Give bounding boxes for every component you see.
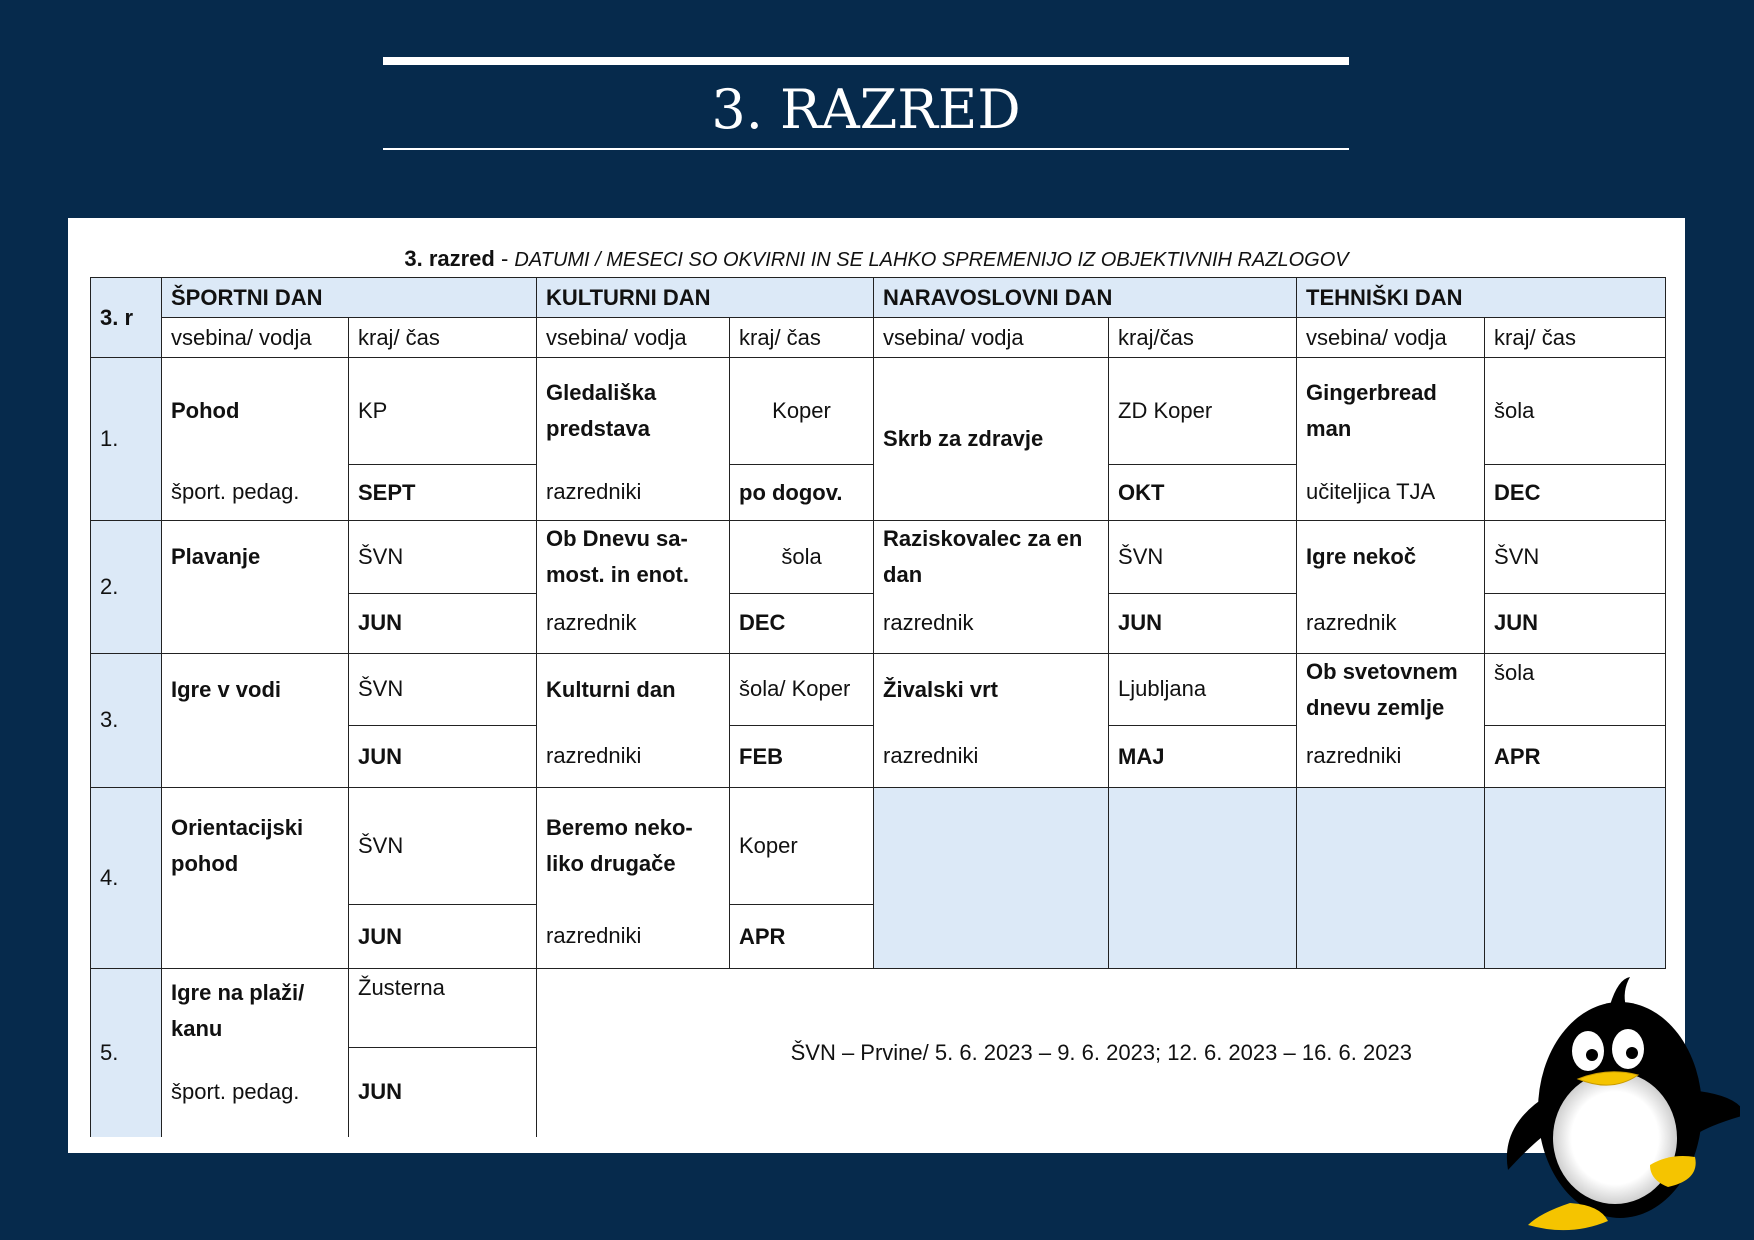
penguin-icon (1500, 975, 1740, 1235)
culture-topic: Kulturni dan (537, 653, 730, 726)
culture-leader: razrednik (537, 593, 730, 653)
science-place: ŠVN (1109, 521, 1297, 594)
header-science-day: NARAVOSLOVNI DAN (874, 278, 1297, 318)
culture-month: FEB (730, 726, 874, 788)
schedule-table (90, 277, 1666, 1137)
header-tech-day: TEHNIŠKI DAN (1297, 278, 1666, 318)
slide-title: 3. RAZRED (711, 78, 1021, 141)
subheader-content: vsebina/ vodja (1297, 318, 1485, 358)
science-month: OKT (1109, 465, 1297, 521)
sport-place: KP (349, 358, 537, 465)
subheader-content: vsebina/ vodja (537, 318, 730, 358)
culture-leader: razredniki (537, 726, 730, 788)
sport-month: JUN (349, 1047, 537, 1137)
tech-place: ŠVN (1485, 521, 1666, 594)
title-rule-top (383, 57, 1349, 65)
sport-month: JUN (349, 905, 537, 969)
tech-leader: razredniki (1297, 726, 1485, 788)
tech-topic: Ob svetovnem dnevu zemlje (1297, 653, 1485, 726)
caption-note: DATUMI / MESECI SO OKVIRNI IN SE LAHKO SPREMENIJO IZ OBJEKTIVNIH RAZLOGOV (514, 249, 1349, 271)
title-rule-bottom (383, 148, 1349, 150)
science-place: ZD Koper (1109, 358, 1297, 465)
table-caption (68, 246, 1685, 272)
sport-topic: Pohod (162, 358, 349, 465)
sport-place: ŠVN (349, 521, 537, 594)
science-leader: razredniki (874, 726, 1109, 788)
tech-month: DEC (1485, 465, 1666, 521)
sport-leader: šport. pedag. (162, 1047, 349, 1137)
tech-month: JUN (1485, 593, 1666, 653)
tech-place: šola (1485, 358, 1666, 465)
culture-place: šola/ Koper (730, 653, 874, 726)
sport-month: JUN (349, 593, 537, 653)
subheader-place: kraj/čas (1109, 318, 1297, 358)
science-topic: Skrb za zdravje (874, 358, 1109, 521)
culture-place: Koper (730, 788, 874, 905)
subheader-content: vsebina/ vodja (874, 318, 1109, 358)
subheader-content: vsebina/ vodja (162, 318, 349, 358)
empty-cell (1297, 788, 1485, 969)
empty-cell (1485, 788, 1666, 969)
row-number: 4. (91, 788, 162, 969)
sport-place: Žusterna (349, 969, 537, 1048)
sport-place: ŠVN (349, 653, 537, 726)
subheader-place: kraj/ čas (730, 318, 874, 358)
sport-place: ŠVN (349, 788, 537, 905)
row-number: 2. (91, 521, 162, 654)
sport-topic: Igre na plaži/ kanu (162, 969, 349, 1048)
tech-place: šola (1485, 653, 1666, 726)
caption-grade: 3. razred (404, 246, 495, 271)
caption-separator: - (494, 246, 515, 271)
culture-place: Koper (730, 358, 874, 465)
empty-cell (1109, 788, 1297, 969)
sport-month: JUN (349, 726, 537, 788)
svn-dates-note: ŠVN – Prvine/ 5. 6. 2023 – 9. 6. 2023; 12. 6. 2023 – 16. 6. 2023 (537, 969, 1666, 1138)
culture-place: šola (730, 521, 874, 594)
culture-leader: razredniki (537, 905, 730, 969)
culture-leader: razredniki (537, 465, 730, 521)
subheader-place: kraj/ čas (1485, 318, 1666, 358)
culture-month: APR (730, 905, 874, 969)
science-month: JUN (1109, 593, 1297, 653)
sport-leader: šport. pedag. (162, 465, 349, 521)
tech-topic: Igre nekoč (1297, 521, 1485, 594)
science-place: Ljubljana (1109, 653, 1297, 726)
science-topic: Živalski vrt (874, 653, 1109, 726)
culture-month: DEC (730, 593, 874, 653)
science-month: MAJ (1109, 726, 1297, 788)
subheader-place: kraj/ čas (349, 318, 537, 358)
empty-cell (874, 788, 1109, 969)
tech-topic: Gingerbread man (1297, 358, 1485, 465)
sport-topic: Plavanje (162, 521, 349, 654)
culture-topic: Beremo neko-liko drugače (537, 788, 730, 905)
science-leader: razrednik (874, 593, 1109, 653)
row-number: 5. (91, 969, 162, 1138)
sport-topic: Igre v vodi (162, 653, 349, 788)
header-culture-day: KULTURNI DAN (537, 278, 874, 318)
sport-month: SEPT (349, 465, 537, 521)
culture-month: po dogov. (730, 465, 874, 521)
culture-topic: Gledališka predstava (537, 358, 730, 465)
row-number: 1. (91, 358, 162, 521)
tech-leader: učiteljica TJA (1297, 465, 1485, 521)
tech-leader: razrednik (1297, 593, 1485, 653)
tech-month: APR (1485, 726, 1666, 788)
schedule-document (68, 218, 1685, 1153)
header-sport-day: ŠPORTNI DAN (162, 278, 537, 318)
science-topic: Raziskovalec za en dan (874, 521, 1109, 594)
row-number: 3. (91, 653, 162, 788)
corner-cell: 3. r (91, 278, 162, 358)
culture-topic: Ob Dnevu sa-most. in enot. (537, 521, 730, 594)
sport-topic: Orientacijski pohod (162, 788, 349, 969)
